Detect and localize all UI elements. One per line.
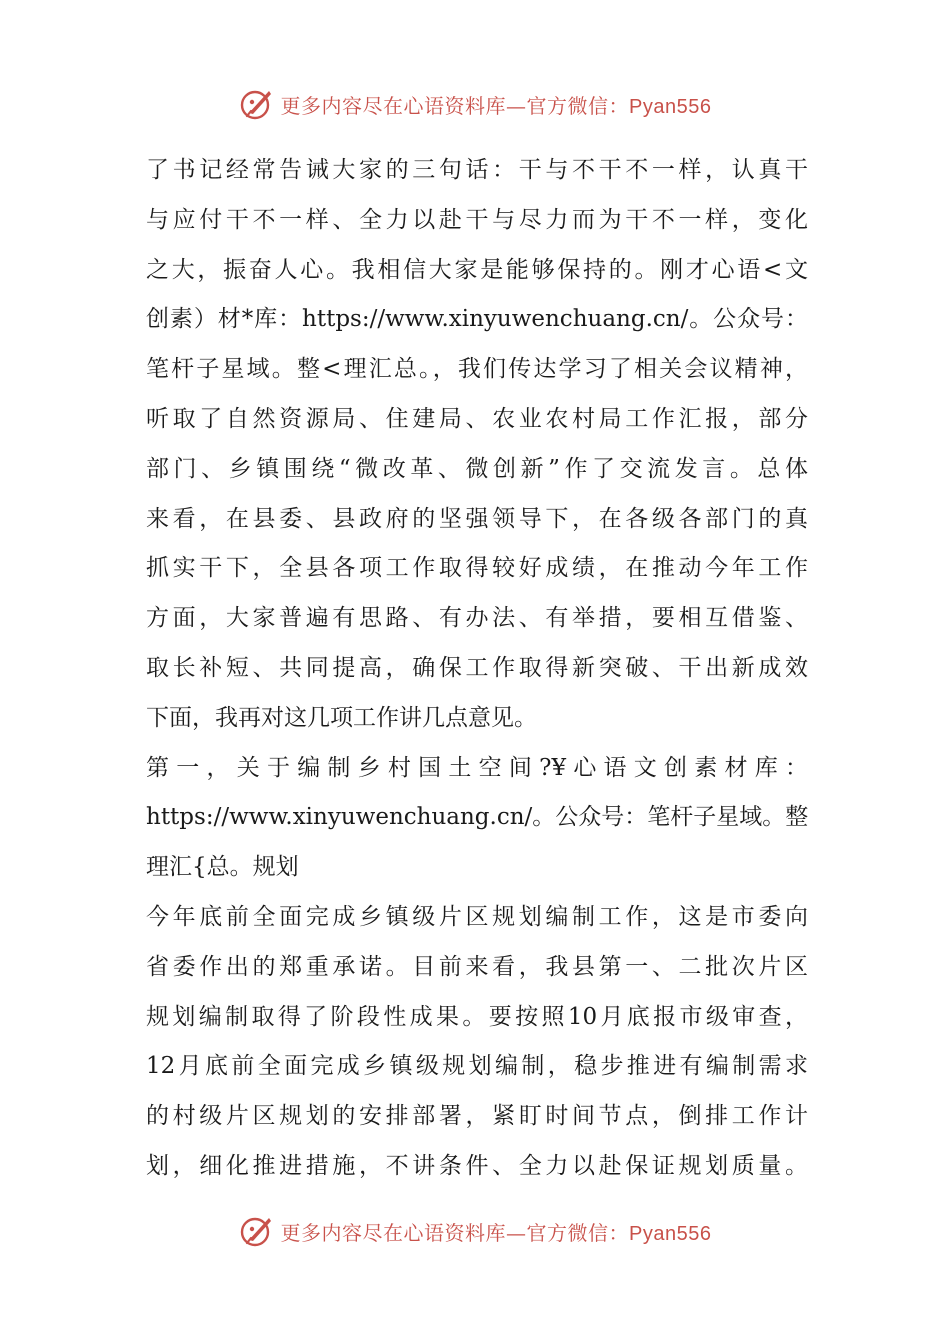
text-line: 今年底前全面完成乡镇级片区规划编制工作，这是市委向: [146, 903, 808, 930]
text-line: 了书记经常告诫大家的三句话：干与不干不一样，认真干: [146, 157, 808, 183]
banner-text: 更多内容尽在心语资料库—官方微信：Pyan556: [280, 93, 712, 118]
text-line: 创素）材*库：https://www.xinyuwenchuang.cn/。公众号：: [146, 306, 808, 333]
text-line: 省委作出的郑重承诺。目前来看，我县第一、二批次片区: [146, 953, 808, 980]
text-line: 下面，我再对这几项工作讲几点意见。: [146, 704, 537, 731]
text-line: 12月底前全面完成乡镇级规划编制，稳步推进有编制需求: [146, 1053, 808, 1080]
quill-logo-icon: [239, 86, 275, 122]
quill-logo-icon: [239, 1213, 275, 1249]
footer-banner: [0, 1211, 950, 1251]
wechat-id: Pyan556: [629, 1222, 712, 1245]
text-line: 取长补短、共同提高，确保工作取得新突破、干出新成效: [146, 654, 808, 681]
text-line: 第一，关于编制乡村国土空间?¥心语文创素材库：: [146, 754, 808, 781]
text-line: 方面，大家普遍有思路、有办法、有举措，要相互借鉴、: [146, 605, 808, 632]
wechat-id: Pyan556: [629, 95, 712, 118]
text-line: 笔杆子星域。整<理汇总。，我们传达学习了相关会议精神，: [146, 356, 808, 383]
document-body: [146, 146, 808, 1192]
text-line: 的村级片区规划的安排部署，紧盯时间节点，倒排工作计: [146, 1103, 808, 1130]
text-line: 之大，振奋人心。我相信大家是能够保持的。刚才心语<文: [146, 256, 808, 283]
banner-text: 更多内容尽在心语资料库—官方微信：Pyan556: [280, 1220, 712, 1245]
text-line: 规划编制取得了阶段性成果。要按照10月底报市级审查，: [146, 1003, 808, 1030]
text-line: https://www.xinyuwenchuang.cn/。公众号：笔杆子星域。整: [146, 804, 808, 831]
text-line: 听取了自然资源局、住建局、农业农村局工作汇报，部分: [146, 405, 808, 432]
text-line: 部门、乡镇围绕“微改革、微创新”作了交流发言。总体: [146, 455, 808, 482]
text-line: 划，细化推进措施，不讲条件、全力以赴保证规划质量。: [146, 1152, 808, 1179]
text-line: 理汇{总。规划: [146, 854, 299, 881]
header-banner: [0, 84, 950, 124]
text-line: 与应付干不一样、全力以赴干与尽力而为干不一样，变化: [146, 206, 808, 233]
text-line: 来看，在县委、县政府的坚强领导下，在各级各部门的真: [146, 505, 808, 532]
text-line: 抓实干下，全县各项工作取得较好成绩，在推动今年工作: [146, 555, 808, 582]
